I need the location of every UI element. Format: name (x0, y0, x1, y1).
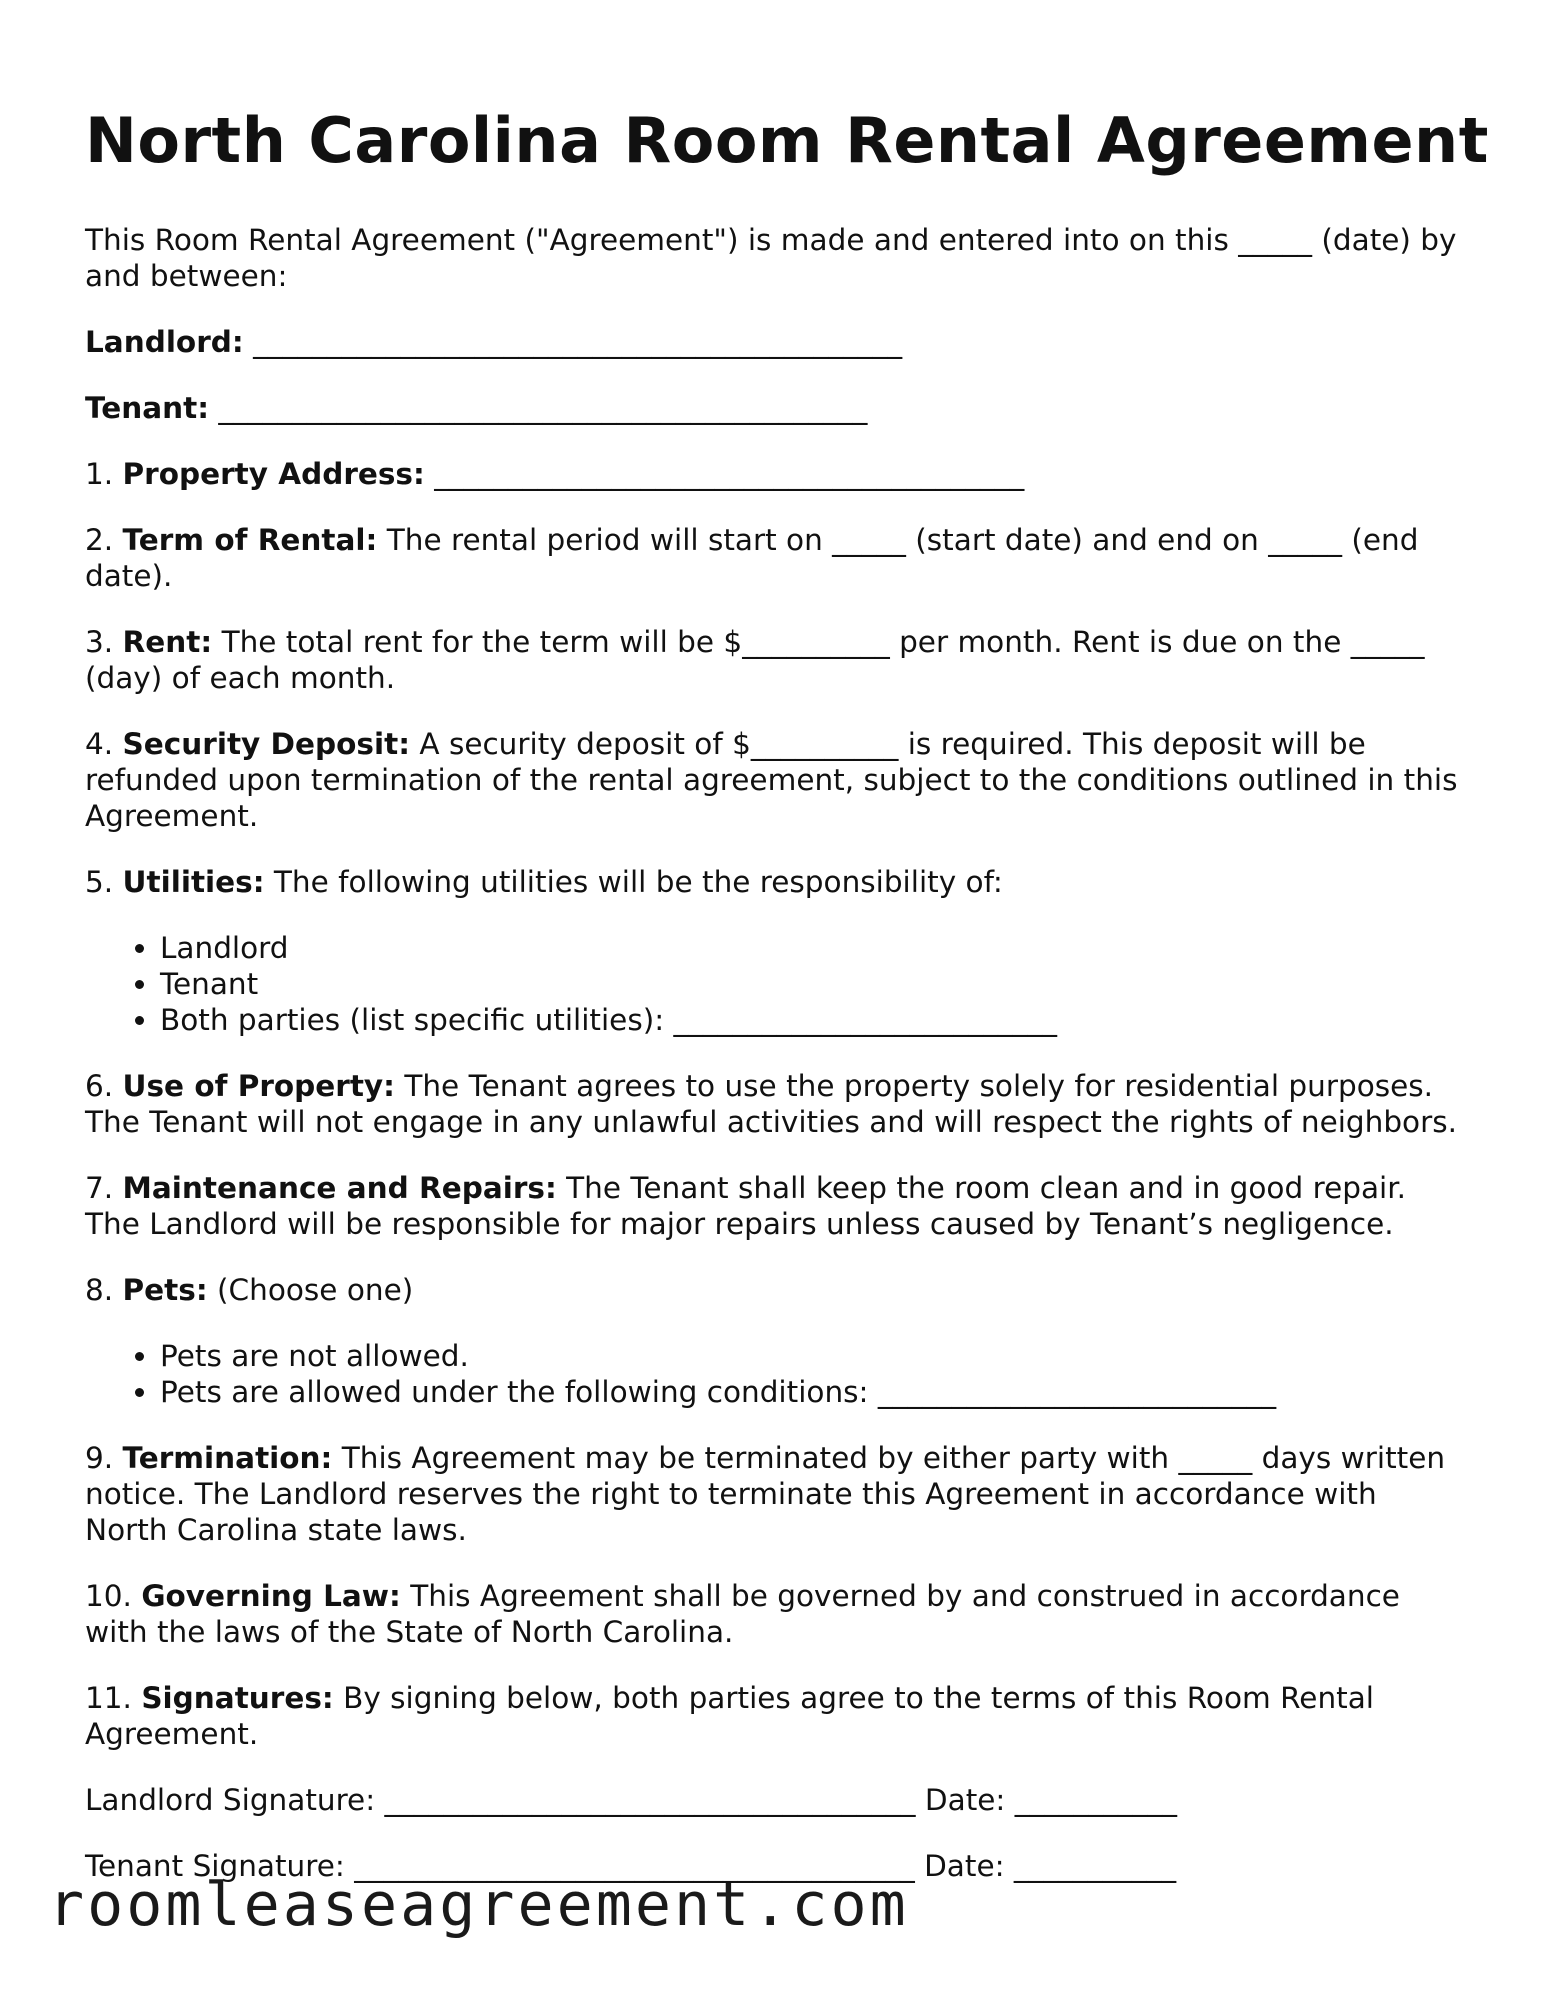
section-termination: 9. Termination: This Agreement may be terminated by either party with _____ days written notice. The Landlord reserves the right to terminate this Agreement in accordance with North Carolina state laws. (85, 1441, 1446, 1547)
section-heading: Use of Property: (122, 1069, 395, 1103)
pets-options-list (85, 1338, 1465, 1410)
section-pets: 8. Pets: (Choose one) (85, 1273, 414, 1307)
section-heading: Pets: (122, 1273, 208, 1307)
section-heading: Term of Rental: (122, 523, 378, 557)
agreement-body (85, 222, 1465, 1914)
section-heading: Governing Law: (141, 1579, 401, 1613)
list-item: • Both parties (list specific utilities): __________________________ (160, 1002, 1465, 1038)
landlord-blank: ____________________________________________ (253, 325, 903, 359)
utilities-options-list (85, 930, 1465, 1038)
list-item: • Pets are not allowed. (160, 1338, 1465, 1374)
list-item: • Tenant (160, 966, 1465, 1002)
section-utilities: 5. Utilities: The following utilities will be the responsibility of: (85, 865, 1003, 899)
section-use-of-property: 6. Use of Property: The Tenant agrees to use the property solely for residential purposes. The Tenant will not engage in any unlawful activities and will respect the rights of neighbors. (85, 1069, 1457, 1139)
section-property-address: 1. Property Address: ________________________________________ (85, 457, 1025, 491)
section-signatures: 11. Signatures: By signing below, both parties agree to the terms of this Room Rental Agreement. (85, 1681, 1374, 1751)
landlord-line (85, 324, 1465, 360)
page-title: North Carolina Room Rental Agreement (85, 104, 1489, 177)
landlord-signature-line: Landlord Signature: ____________________________________ Date: ___________ (85, 1783, 1177, 1817)
tenant-line (85, 390, 1465, 426)
section-heading: Property Address: (122, 457, 425, 491)
section-heading: Maintenance and Repairs: (122, 1171, 557, 1205)
tenant-signature-line: Tenant Signature: ______________________________________ Date: ___________ (85, 1849, 1177, 1883)
intro-paragraph: This Room Rental Agreement ("Agreement") is made and entered into on this _____ (date) by and between: (85, 223, 1457, 293)
section-security-deposit: 4. Security Deposit: A security deposit of $__________ is required. This deposit will be refunded upon termination of the rental agreement, subject to the conditions outlined in this Agreement. (85, 727, 1458, 833)
tenant-label: Tenant: (85, 391, 210, 425)
landlord-label: Landlord: (85, 325, 244, 359)
watermark: roomleaseagreement.com (48, 1870, 909, 1940)
section-rent: 3. Rent: The total rent for the term will be $__________ per month. Rent is due on the _____ (day) of each month. (85, 625, 1425, 695)
section-governing-law: 10. Governing Law: This Agreement shall be governed by and construed in accordance with the laws of the State of North Carolina. (85, 1579, 1400, 1649)
section-heading: Termination: (122, 1441, 333, 1475)
section-heading: Security Deposit: (122, 727, 410, 761)
section-heading: Signatures: (141, 1681, 334, 1715)
section-heading: Utilities: (122, 865, 265, 899)
section-heading: Rent: (122, 625, 213, 659)
tenant-blank: ____________________________________________ (218, 391, 868, 425)
list-item: • Pets are allowed under the following conditions: ___________________________ (160, 1374, 1465, 1410)
section-maintenance-repairs: 7. Maintenance and Repairs: The Tenant shall keep the room clean and in good repair. The Landlord will be responsible for major repairs unless caused by Tenant’s negligence. (85, 1171, 1407, 1241)
section-term-of-rental: 2. Term of Rental: The rental period will start on _____ (start date) and end on _____ (end date). (85, 523, 1419, 593)
list-item: • Landlord (160, 930, 1465, 966)
